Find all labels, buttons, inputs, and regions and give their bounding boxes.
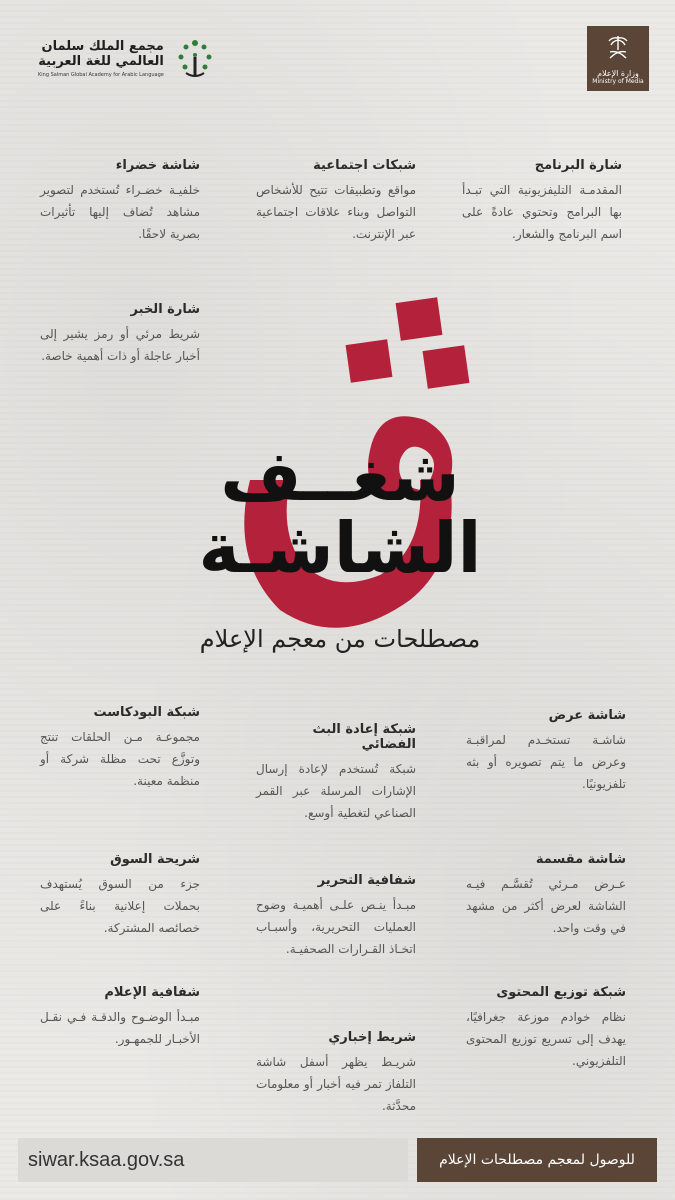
term-description: شاشـة تستخـدم لمراقبـة وعرض ما يتم تصويره أو بثه تلفزيونيًا. — [466, 733, 626, 791]
term-title: شبكة إعادة البث الفضائي — [312, 722, 416, 752]
term-editorial-transparency — [256, 873, 416, 960]
term-description: شريط مرئي أو رمز يشير إلى أخبار عاجلة أو ذات أهمية خاصة. — [40, 327, 200, 363]
term-description: شبكة تُستخدم لإعادة إرسال الإشارات المرسلة عبر القمر الصناعي لتغطية أوسع. — [256, 762, 416, 820]
ministry-name-en: Ministry of Media — [592, 78, 644, 85]
term-media-transparency — [40, 985, 200, 1050]
subtitle: مصطلحات من معجم الإعلام — [199, 625, 481, 653]
term-description: المقدمـة التليفزيونية التي تبـدأ بها البرامج وتحتوي عادةً على اسم البرنامج والشعار. — [462, 183, 622, 241]
term-podcast-network — [40, 705, 200, 792]
academy-name-ar-line2: العالمي للغة العربية — [38, 53, 164, 69]
term-title: شبكة البودكاست — [93, 705, 200, 720]
term-news-badge — [40, 302, 200, 367]
term-news-ticker — [256, 1030, 416, 1117]
footer — [0, 1138, 675, 1182]
term-market-segment — [40, 852, 200, 939]
academy-emblem-icon — [172, 35, 218, 81]
academy-name-en: King Salman Global Academy for Arabic Language — [38, 71, 164, 78]
term-title: شريط إخباري — [328, 1030, 416, 1045]
term-display-screen — [466, 708, 626, 795]
academy-logo — [38, 34, 218, 82]
term-description: نظام خوادم موزعة جغرافيًا، يهدف إلى تسريع توزيع المحتوى التلفزيوني. — [466, 1010, 626, 1068]
term-description: مبـدأ الوضـوح والدقـة فـي نقـل الأخبـار للجمهـور. — [40, 1010, 200, 1046]
ministry-name-ar: وزارة الإعلام — [597, 69, 639, 78]
term-title: شريحة السوق — [110, 852, 200, 867]
term-description: مبـدأ ينـص علـى أهميـة وضوح العمليات التحريرية، وأسبـاب اتخـاذ القـرارات الصحفيـة. — [256, 898, 416, 956]
footer-url-link[interactable]: siwar.ksaa.gov.sa — [18, 1138, 408, 1182]
term-title: شاشة مقسمة — [535, 852, 626, 867]
term-title: شارة الخبر — [130, 302, 200, 317]
term-title: شارة البرنامج — [534, 158, 622, 173]
footer-label: للوصول لمعجم مصطلحات الإعلام — [417, 1138, 657, 1182]
term-title: شاشة عرض — [548, 708, 626, 723]
main-title — [130, 435, 550, 589]
title-line1: شغــف — [220, 435, 460, 517]
academy-name-ar-line1: مجمع الملك سلمان — [41, 38, 164, 54]
term-title: شبكة توزيع المحتوى — [496, 985, 626, 1000]
term-description: مجموعـة مـن الحلقات تنتج وتوزَّع تحت مظلة شركة أو منظمة معينة. — [40, 730, 200, 788]
term-content-delivery-network — [466, 985, 626, 1072]
term-program-badge — [462, 158, 622, 245]
term-title: شفافية التحرير — [317, 873, 416, 888]
term-title: شفافية الإعلام — [104, 985, 200, 1000]
term-description: خلفيـة خضـراء تُستخدم لتصوير مشاهد تُضاف إليها تأثيرات بصرية لاحقًا. — [40, 183, 200, 241]
ministry-logo — [587, 26, 649, 91]
term-description: عـرض مـرئي تُقسَّـم فيـه الشاشة لعرض أكثر من مشهد في وقت واحد. — [466, 877, 626, 935]
academy-name — [38, 39, 164, 78]
term-satellite-rebroadcast — [256, 722, 416, 824]
title-line2: الشاشـة — [198, 507, 482, 589]
term-description: جزء من السوق يُستهدف بحملات إعلانية بناءً على خصائصه المشتركة. — [40, 877, 200, 935]
term-split-screen — [466, 852, 626, 939]
term-title: شاشة خضراء — [115, 158, 200, 173]
palm-swords-icon — [606, 34, 630, 60]
term-title: شبكات اجتماعية — [313, 158, 416, 173]
term-description: مواقع وتطبيقات تتيح للأشخاص التواصل وبناء علاقات اجتماعية عبر الإنترنت. — [256, 183, 416, 241]
term-social-networks — [256, 158, 416, 245]
term-green-screen — [40, 158, 200, 245]
term-description: شريـط يظهر أسفل شاشة التلفاز تمر فيه أخبار أو معلومات محدَّثة. — [256, 1055, 416, 1113]
